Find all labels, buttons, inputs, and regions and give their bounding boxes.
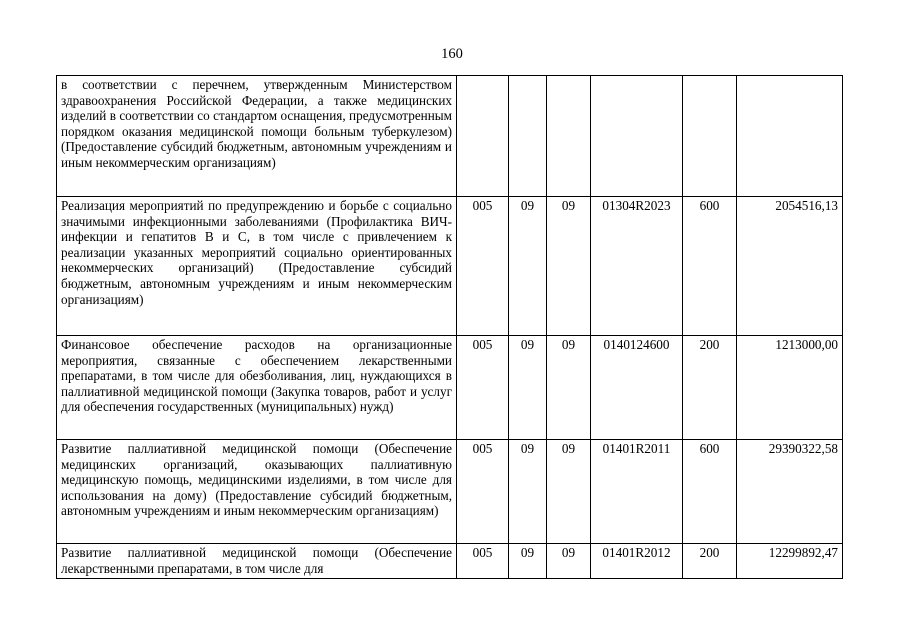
table-row: [57, 76, 843, 197]
row-description: Развитие паллиативной медицинской помощи (Обеспечение медицинских организаций, оказывающих паллиативную медицинскую помощь, медицинскими изделиями, в том числе для использования на дому) (Предоставление субсидий бюджетным, автономным учреждениям и иным некоммерческим организациям): [57, 440, 457, 544]
row-gr-code: [457, 76, 509, 197]
row-target-code: 01401R2011: [591, 440, 683, 544]
row-subsection-code: 09: [547, 544, 591, 579]
page-number: 160: [441, 46, 463, 62]
row-target-code: [591, 76, 683, 197]
row-description: Реализация мероприятий по предупреждению и борьбе с социально значимыми инфекционными заболеваниями (Профилактика ВИЧ-инфекции и гепатитов В и С, в том числе с привлечением к реализации указанных мероприятий социально ориентированных некоммерческих организаций) (Предоставление субсидий бюджетным, автономным учреждениям и иным некоммерческим организациям): [57, 197, 457, 336]
row-gr-code: 005: [457, 544, 509, 579]
row-section-code: 09: [509, 440, 547, 544]
row-amount: 1213000,00: [737, 336, 843, 440]
row-amount: 29390322,58: [737, 440, 843, 544]
table-row: [57, 336, 843, 440]
row-section-code: 09: [509, 336, 547, 440]
row-expense-type-code: 600: [683, 197, 737, 336]
row-description: в соответствии с перечнем, утвержденным Министерством здравоохранения Российской Федерации, а также медицинских изделий в соответствии со стандартом оснащения, предусмотренным порядком оказания медицинской помощи больным туберкулезом) (Предоставление субсидий бюджетным, автономным учреждениям и иным некоммерческим организациям): [57, 76, 457, 197]
row-gr-code: 005: [457, 336, 509, 440]
row-gr-code: 005: [457, 197, 509, 336]
row-target-code: 01304R2023: [591, 197, 683, 336]
row-gr-code: 005: [457, 440, 509, 544]
row-target-code: 0140124600: [591, 336, 683, 440]
row-description: Развитие паллиативной медицинской помощи (Обеспечение лекарственными препаратами, в том числе для: [57, 544, 457, 579]
row-amount: 12299892,47: [737, 544, 843, 579]
row-target-code: 01401R2012: [591, 544, 683, 579]
row-expense-type-code: 200: [683, 336, 737, 440]
table-row: [57, 440, 843, 544]
budget-table: [56, 75, 843, 579]
row-expense-type-code: 600: [683, 440, 737, 544]
row-section-code: [509, 76, 547, 197]
row-section-code: 09: [509, 197, 547, 336]
row-subsection-code: 09: [547, 440, 591, 544]
row-description: Финансовое обеспечение расходов на организационные мероприятия, связанные с обеспечением лекарственными препаратами, в том числе для обезболивания, лиц, нуждающихся в паллиативной медицинской помощи (Закупка товаров, работ и услуг для обеспечения государственных (муниципальных) нужд): [57, 336, 457, 440]
row-amount: [737, 76, 843, 197]
row-subsection-code: 09: [547, 197, 591, 336]
row-subsection-code: [547, 76, 591, 197]
row-expense-type-code: [683, 76, 737, 197]
row-amount: 2054516,13: [737, 197, 843, 336]
row-section-code: 09: [509, 544, 547, 579]
table-row: [57, 197, 843, 336]
table-row: [57, 544, 843, 579]
row-subsection-code: 09: [547, 336, 591, 440]
row-expense-type-code: 200: [683, 544, 737, 579]
